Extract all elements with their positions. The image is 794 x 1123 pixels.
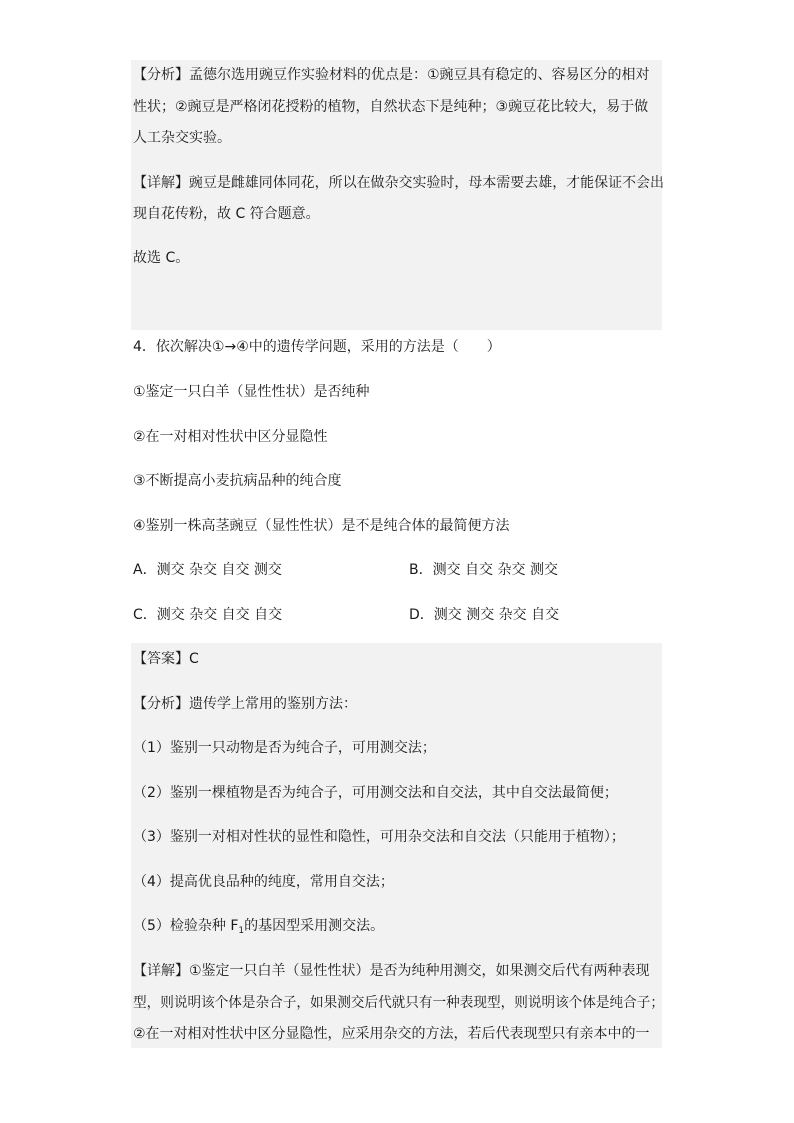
analysis-line-1: 【分析】孟德尔选用豌豆作实验材料的优点是：①豌豆具有稳定的、容易区分的相对 (133, 67, 650, 83)
method-4: （4）提高优良品种的纯度，常用自交法； (133, 874, 394, 890)
method-1: （1）鉴别一只动物是否为纯合子，可用测交法； (133, 740, 436, 756)
method-5-subscript: 1 (238, 926, 245, 936)
method-5 (133, 916, 384, 936)
analysis-line-2: 性状；②豌豆是严格闭花授粉的植物，自然状态下是纯种；③豌豆花比较大，易于做 (133, 99, 649, 115)
method-5-suffix: 的基因型采用测交法。 (244, 918, 385, 934)
detail-2-line-1: 【详解】①鉴定一只白羊（显性性状）是否为纯种用测交，如果测交后代有两种表现 (133, 963, 650, 979)
conclusion-line: 故选 C。 (133, 250, 190, 266)
analysis-line-3: 人工杂交实验。 (133, 130, 231, 146)
question-item-1: ①鉴定一只白羊（显性性状）是否纯种 (133, 384, 370, 400)
method-2: （2）鉴别一棵植物是否为纯合子，可用测交法和自交法，其中自交法最简便； (133, 785, 618, 801)
question-item-4: ④鉴别一株高茎豌豆（显性性状）是不是纯合体的最简便方法 (133, 518, 510, 534)
option-a: A．测交 杂交 自交 测交 (133, 562, 282, 578)
question-item-3: ③不断提高小麦抗病品种的纯合度 (133, 473, 342, 489)
method-3: （3）鉴别一对相对性状的显性和隐性，可用杂交法和自交法（只能用于植物）； (133, 829, 625, 845)
detail-line-2: 现自花传粉，故 C 符合题意。 (133, 206, 320, 222)
option-b: B．测交 自交 杂交 测交 (409, 562, 558, 578)
analysis-title: 【分析】遗传学上常用的鉴别方法： (133, 696, 357, 712)
detail-line-1: 【详解】豌豆是雌雄同体同花，所以在做杂交实验时，母本需要去雄，才能保证不会出 (133, 175, 664, 191)
question-stem: 4．依次解决①→④中的遗传学问题，采用的方法是（ ） (133, 339, 501, 355)
method-5-prefix: （5）检验杂种 F (133, 918, 239, 934)
option-d: D．测交 测交 杂交 自交 (409, 607, 560, 623)
question-item-2: ②在一对相对性状中区分显隐性 (133, 429, 328, 445)
detail-2-line-2: 型，则说明该个体是杂合子，如果测交后代就只有一种表现型，则说明该个体是纯合子； (133, 995, 664, 1011)
detail-2-line-3: ②在一对相对性状中区分显隐性，应采用杂交的方法，若后代表现型只有亲本中的一 (133, 1026, 650, 1042)
answer-line: 【答案】C (133, 651, 199, 667)
option-c: C．测交 杂交 自交 自交 (133, 607, 283, 623)
